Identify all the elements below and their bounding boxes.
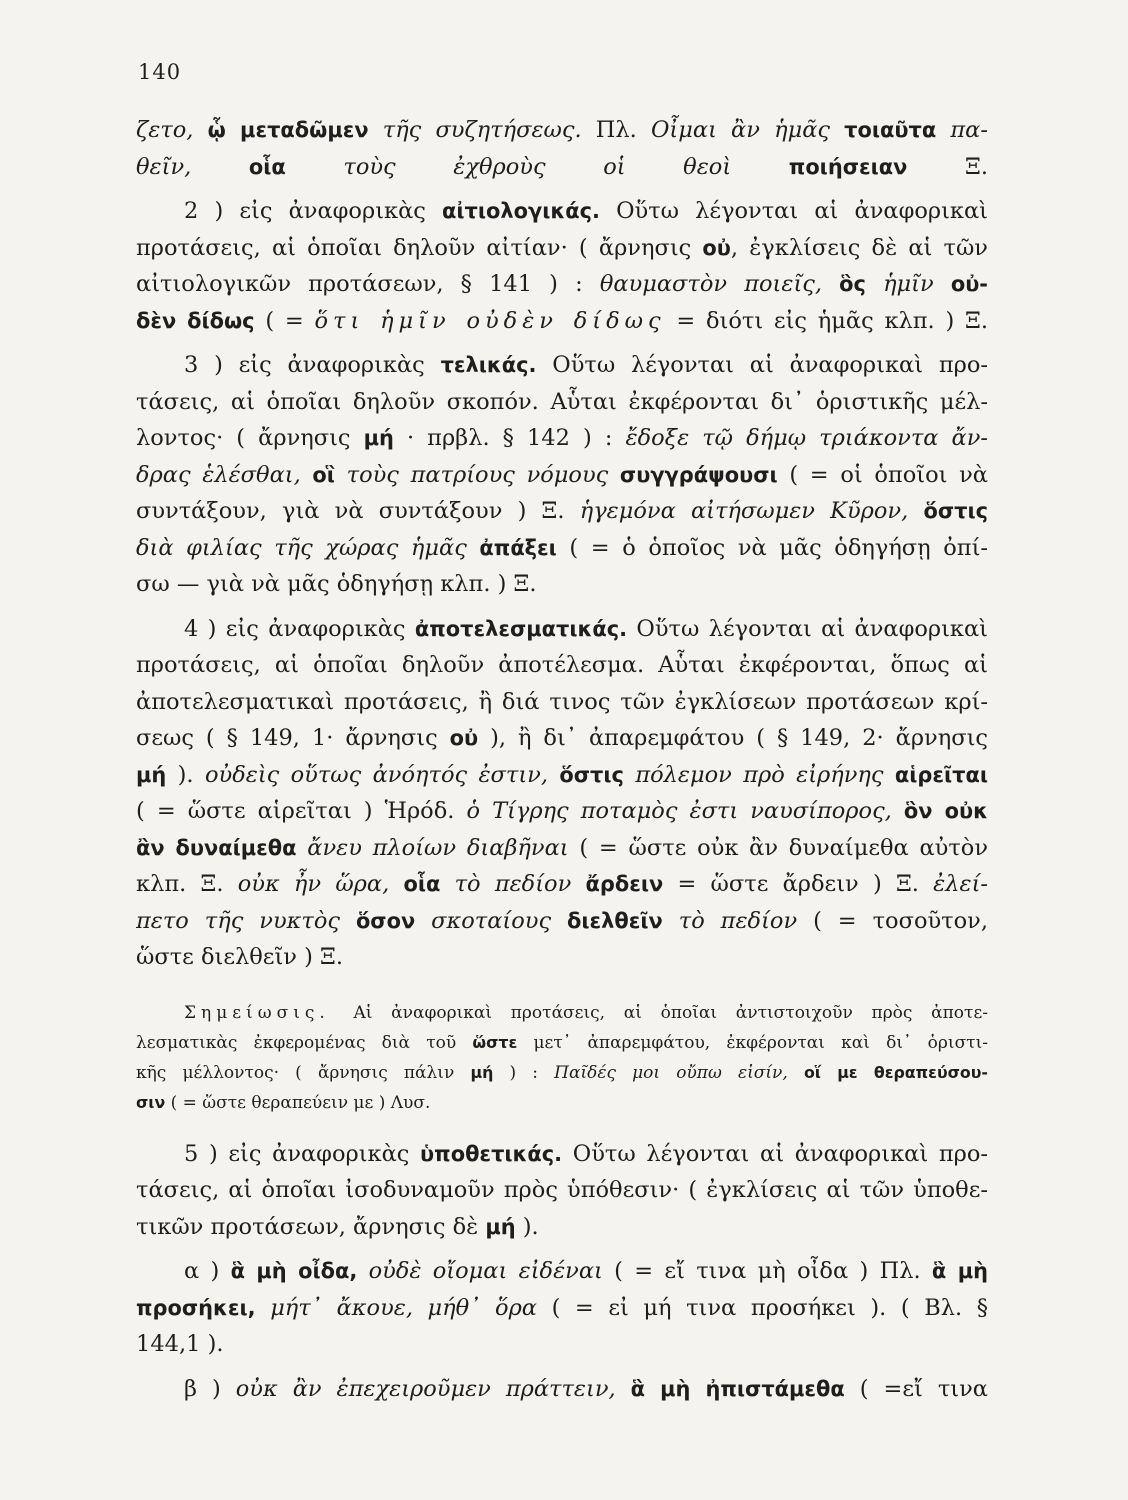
plain-text: ( = οἱ ὁποῖοι νὰ bbox=[777, 461, 988, 488]
text-line bbox=[136, 566, 988, 603]
plain-text: λεσματικὰς ἐκφερομένας διὰ τοῦ bbox=[136, 1032, 473, 1053]
italic-example: ὁ Τίγρης ποταμὸς ἐστι ναυσίπορος, bbox=[466, 798, 904, 824]
note-line bbox=[136, 1028, 988, 1058]
text-line bbox=[136, 384, 988, 421]
plain-text: αἰτιολογικῶν προτάσεων, § 141 ) : bbox=[136, 271, 600, 297]
text-line bbox=[136, 230, 988, 267]
text-line bbox=[136, 1371, 988, 1408]
note-line bbox=[136, 1088, 988, 1118]
bold-term: ὃν οὐκ bbox=[903, 799, 988, 823]
text-line bbox=[136, 1172, 988, 1209]
bold-term: ᾧ μεταδῶμεν bbox=[207, 118, 369, 142]
text-line bbox=[136, 493, 988, 530]
text-line bbox=[136, 1136, 988, 1173]
bold-term: συγγράψουσι bbox=[619, 462, 778, 487]
plain-text: 2 ) εἰς ἀναφορικὰς bbox=[184, 198, 443, 224]
bold-term: ὅστις bbox=[559, 762, 624, 787]
bold-term: δὲν δίδως bbox=[136, 308, 255, 333]
italic-example: ἡμῖν bbox=[865, 271, 951, 297]
plain-text: ( = εἴ τινα μὴ οἶδα ) Πλ. bbox=[614, 1258, 932, 1284]
text-line bbox=[136, 303, 988, 340]
italic-example: ὅτι ἡμῖν οὐδὲν δίδως bbox=[314, 307, 666, 334]
note-block bbox=[136, 998, 988, 1118]
italic-example: οὐκ ἂν ἐπεχειροῦμεν πράττειν, bbox=[235, 1375, 631, 1402]
bold-term: ὥστε bbox=[472, 1032, 518, 1052]
italic-example: ζετο, bbox=[136, 117, 208, 143]
plain-text: Σημείωσις. bbox=[184, 1002, 354, 1023]
bold-term: μή bbox=[136, 762, 167, 787]
bold-term: τοιαῦτα bbox=[844, 118, 937, 142]
italic-example: θεῖν, bbox=[136, 153, 249, 180]
text-line bbox=[136, 457, 988, 494]
bold-term: οἳ bbox=[312, 462, 335, 487]
italic-example: τοὺς πατρίους νόμους bbox=[334, 461, 620, 488]
plain-text: τάσεις, αἱ ὁποῖαι δηλοῦν σκοπόν. Αὗται ἐκφέρονται δι᾽ ὁριστικῆς μέλ- bbox=[136, 388, 988, 415]
note-line bbox=[136, 1058, 988, 1088]
plain-text: = διότι εἰς ἡμᾶς κλπ. ) Ξ. bbox=[665, 307, 988, 334]
bold-term: ὅσον bbox=[355, 908, 416, 933]
italic-example: σκοταίους bbox=[415, 907, 568, 934]
plain-text: ). bbox=[166, 761, 205, 788]
text-line bbox=[136, 793, 988, 830]
italic-example: οὐκ ἦν ὥρα, bbox=[237, 871, 404, 897]
text-line bbox=[136, 347, 988, 384]
italic-example: διὰ φιλίας τῆς χώρας ἡμᾶς bbox=[136, 534, 480, 561]
plain-text: ), ἢ δι᾽ ἀπαρεμφάτου ( § 149, 2· ἄρνησις bbox=[478, 725, 988, 751]
plain-text: κλπ. Ξ. bbox=[136, 871, 238, 897]
bold-term: μή bbox=[485, 1214, 516, 1239]
bold-term: ὃς bbox=[839, 272, 866, 296]
text-line bbox=[136, 1290, 988, 1327]
italic-example: οὐδὲ οἴομαι εἰδέναι bbox=[357, 1258, 615, 1284]
plain-text: · πρβλ. § 142 ) : bbox=[393, 425, 626, 451]
bold-term: ἀποτελεσματικάς. bbox=[414, 616, 628, 641]
plain-text: = ὥστε ἄρδειν ) Ξ. bbox=[663, 871, 934, 897]
text-line bbox=[136, 830, 988, 867]
plain-text: 5 ) εἰς ἀναφορικὰς bbox=[184, 1140, 421, 1167]
plain-text: σω — γιὰ νὰ μᾶς ὁδηγήσῃ κλπ. ) Ξ. bbox=[136, 571, 537, 597]
plain-text: 3 ) εἰς ἀναφορικὰς bbox=[184, 352, 441, 378]
plain-text: ). bbox=[515, 1213, 539, 1240]
text-line bbox=[136, 1326, 988, 1363]
bold-term: μή bbox=[470, 1062, 494, 1082]
italic-example: ἔδοξε τῷ δήμῳ τριάκοντα ἄν- bbox=[625, 425, 988, 451]
italic-example: τὸ πεδίον bbox=[662, 907, 814, 934]
italic-example: ἄνευ πλοίων διαβῆναι bbox=[296, 834, 580, 861]
plain-text: Πλ. bbox=[595, 117, 651, 143]
bold-term: σιν bbox=[136, 1092, 166, 1112]
text-line bbox=[136, 149, 988, 186]
plain-text: ) : bbox=[493, 1062, 555, 1083]
plain-text: προτάσεις, αἱ ὁποῖαι δηλοῦν ἀποτέλεσμα. Αὗται ἐκφέρονται, ὅπως αἱ bbox=[136, 652, 988, 678]
bold-term: οὐ bbox=[702, 235, 731, 260]
bold-term: οἵ με θεραπεύσου- bbox=[803, 1062, 988, 1082]
italic-example: πα- bbox=[936, 117, 988, 143]
plain-text: ὥστε διελθεῖν ) Ξ. bbox=[136, 944, 344, 970]
plain-text: α ) bbox=[184, 1258, 231, 1284]
italic-example: Οἶμαι ἂν ἡμᾶς bbox=[650, 117, 845, 143]
italic-example: πόλεμον πρὸ εἰρήνης bbox=[623, 761, 895, 788]
italic-example: ἡγεμόνα αἰτήσωμεν Κῦρον, bbox=[579, 498, 924, 524]
bold-term: ἄρδειν bbox=[585, 872, 664, 896]
text-line bbox=[136, 866, 988, 903]
plain-text: 144,1 ). bbox=[136, 1331, 224, 1357]
text-line bbox=[136, 939, 988, 976]
plain-text: συντάξουν, γιὰ νὰ συντάξουν ) Ξ. bbox=[136, 498, 580, 524]
plain-text: μετ᾽ ἀπαρεμφάτου, ἐκφέρονται καὶ δι᾽ ὁριστι- bbox=[517, 1032, 988, 1053]
italic-example: πετο τῆς νυκτὸς bbox=[136, 907, 356, 934]
plain-text: 4 ) εἰς ἀναφορικὰς bbox=[184, 615, 415, 642]
text-line bbox=[136, 611, 988, 648]
italic-example: τὸ πεδίον bbox=[440, 871, 586, 897]
italic-example: οὐδεὶς οὕτως ἀνόητός ἐστιν, bbox=[204, 761, 560, 788]
text-line bbox=[136, 720, 988, 757]
plain-text: Οὕτω λέγονται αἱ ἀναφορικαὶ bbox=[599, 198, 988, 224]
plain-text: β ) bbox=[184, 1375, 236, 1402]
italic-example: τῆς συζητήσεως. bbox=[368, 117, 596, 143]
bold-term: αἱρεῖται bbox=[894, 762, 988, 787]
plain-text: τικῶν προτάσεων, ἄρνησις δὲ bbox=[136, 1213, 486, 1240]
bold-term: οὐ bbox=[449, 726, 479, 750]
plain-text: Ξ. bbox=[907, 153, 988, 180]
italic-example: τοὺς ἐχθροὺς οἱ θεοὶ bbox=[285, 153, 789, 180]
plain-text: τάσεις, αἱ ὁποῖαι ἰσοδυναμοῦν πρὸς ὑπόθεσιν· ( ἐγκλίσεις αἱ τῶν ὑποθε- bbox=[136, 1177, 988, 1203]
bold-term: ἂν δυναίμεθα bbox=[136, 835, 297, 860]
italic-example: δρας ἑλέσθαι, bbox=[136, 461, 313, 488]
bold-term: οἷα bbox=[248, 154, 286, 179]
bold-term: τελικάς. bbox=[440, 353, 537, 377]
plain-text: ( = ὁ ὁποῖος νὰ μᾶς ὁδηγήσῃ ὀπί- bbox=[556, 534, 988, 561]
bold-term: ἃ μὴ bbox=[931, 1259, 988, 1283]
bold-term: μή bbox=[363, 426, 394, 450]
plain-text: σεως ( § 149, 1· ἄρνησις bbox=[136, 725, 450, 751]
text-line bbox=[136, 903, 988, 940]
plain-text: ( = ὥστε οὐκ ἂν δυναίμεθα αὐτὸν bbox=[579, 834, 988, 861]
plain-text: ( = ὥστε αἱρεῖται ) Ἡρόδ. bbox=[136, 798, 467, 824]
bold-term: ὅστις bbox=[923, 499, 988, 523]
text-line bbox=[136, 757, 988, 794]
plain-text: κῆς μέλλοντος· ( ἄρνησις πάλιν bbox=[136, 1062, 471, 1083]
bold-term: ἃ μὴ ἠπιστάμεθα bbox=[630, 1376, 845, 1401]
plain-text: Οὕτω λέγονται αἱ ἀναφορικαὶ προ- bbox=[562, 1140, 988, 1167]
plain-text: προτάσεις, αἱ ὁποῖαι δηλοῦν αἰτίαν· ( ἄρνησις bbox=[136, 234, 703, 261]
bold-term: οἷα bbox=[403, 872, 441, 896]
bold-term: ἀπάξει bbox=[479, 535, 557, 560]
italic-example: ἐλεί- bbox=[933, 871, 988, 897]
bold-term: διελθεῖν bbox=[567, 908, 663, 933]
italic-example: Παῖδές μοι οὔπω εἰσίν, bbox=[554, 1062, 804, 1083]
text-line bbox=[136, 684, 988, 721]
italic-example: θαυμαστὸν ποιεῖς, bbox=[599, 271, 840, 297]
text-line bbox=[136, 193, 988, 230]
bold-term: ὑποθετικάς. bbox=[420, 1141, 563, 1166]
bold-term: αἰτιολογικάς. bbox=[442, 199, 600, 223]
note-line bbox=[136, 998, 988, 1028]
bold-term: προσήκει, bbox=[136, 1295, 256, 1320]
text-line bbox=[136, 1209, 988, 1246]
plain-text: ἀποτελεσματικαὶ προτάσεις, ἢ διά τινος τῶν ἐγκλίσεων προτάσεων κρί- bbox=[136, 688, 988, 715]
plain-text: , ἐγκλίσεις δὲ αἱ τῶν bbox=[730, 234, 988, 261]
text-line bbox=[136, 112, 988, 149]
plain-text: Οὕτω λέγονται αἱ ἀναφορικαὶ προ- bbox=[536, 352, 988, 378]
text-line bbox=[136, 266, 988, 303]
plain-text: ( =εἴ τινα bbox=[844, 1375, 988, 1402]
plain-text: Οὕτω λέγονται αἱ ἀναφορικαὶ bbox=[627, 615, 988, 642]
italic-example: μήτ᾽ ἄκουε, μήθ᾽ ὅρα bbox=[255, 1294, 552, 1321]
body-text bbox=[136, 112, 988, 1407]
bold-term: οὐ- bbox=[950, 272, 988, 296]
bold-term: ποιήσειαν bbox=[788, 154, 908, 179]
plain-text: Αἱ ἀναφορικαὶ προτάσεις, αἱ ὁποῖαι ἀντιστοιχοῦν πρὸς ἀποτε- bbox=[353, 1002, 988, 1023]
plain-text: ( = ὥστε θεραπεύειν με ) Λυσ. bbox=[165, 1092, 431, 1113]
plain-text: ( = τοσοῦτον, bbox=[813, 907, 988, 934]
text-line bbox=[136, 420, 988, 457]
text-line bbox=[136, 647, 988, 684]
text-line bbox=[136, 530, 988, 567]
bold-term: ἃ μὴ οἶδα, bbox=[230, 1259, 358, 1283]
plain-text: ( = εἰ μή τινα προσήκει ). ( Βλ. § bbox=[551, 1294, 988, 1321]
text-line bbox=[136, 1253, 988, 1290]
page-number: 140 bbox=[138, 60, 182, 84]
plain-text: λοντος· ( ἄρνησις bbox=[136, 425, 364, 451]
plain-text: ( = bbox=[254, 307, 315, 334]
